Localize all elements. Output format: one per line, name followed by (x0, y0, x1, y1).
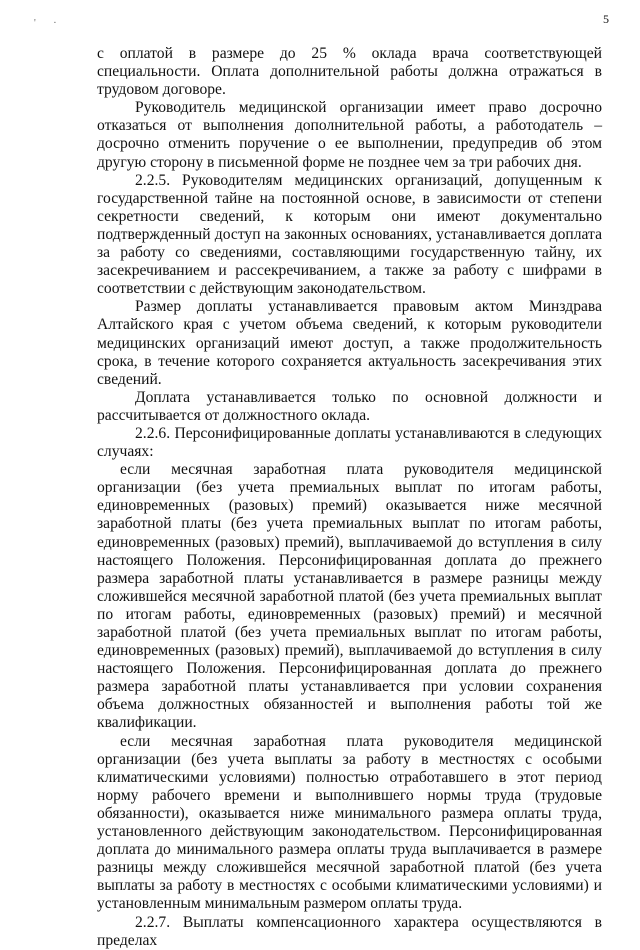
page-number: 5 (603, 12, 609, 26)
paragraph: если месячная заработная плата руководителя медицинской организации (без учета премиальных выплат по итогам работы, единовременных (разовых) премий) оказывается ниже месячной заработной платы (без учета премиальных выплат по итогам работы, единовременных (разовых) премий), выплачиваемой до вступления в силу настоящего Положения. Персонифицированная доплата до прежнего размера заработной платы устанавливается в размере разницы между сложившейся месячной заработной платой (без учета премиальных выплат по итогам работы, единовременных (разовых) премий) и месячной заработной платой (без учета премиальных выплат по итогам работы, единовременных (разовых) премий), выплачиваемой до вступления в силу настоящего Положения. Персонифицированная доплата до прежнего размера заработной платы устанавливается при условии сохранения объема должностных обязанностей и выполнения работы той же квалификации. (97, 461, 602, 732)
paragraph: если месячная заработная плата руководителя медицинской организации (без учета выплаты за работу в местностях с особыми климатическими условиями) полностью отработавшего в этот период норму рабочего времени и выполнившего нормы труда (трудовые обязанности), оказывается ниже минимального размера оплаты труда, установленного действующим законодательством. Персонифицированная доплата до минимального размера оплаты труда выплачивается в размере разницы между сложившейся месячной заработной платой (без учета выплаты за работу в местностях с особыми климатическими условиями) и установленным минимальным размером оплаты труда. (97, 732, 602, 913)
paragraph: с оплатой в размере до 25 % оклада врача соответствующей специальности. Оплата дополнительной работы должна отражаться в трудовом договоре. (97, 45, 602, 99)
paragraph: 2.2.7. Выплаты компенсационного характера осуществляются в пределах (97, 913, 602, 949)
paragraph: 2.2.6. Персонифицированные доплаты устанавливаются в следующих случаях: (97, 424, 602, 461)
paragraph: Размер доплаты устанавливается правовым актом Минздрава Алтайского края с учетом объема сведений, к которым руководители медицинских организаций имеют доступ, а также продолжительность срока, в течение которого сохраняется актуальность засекречивания этих сведений. (97, 298, 602, 388)
paragraph: Доплата устанавливается только по основной должности и рассчитывается от должностного оклада. (97, 388, 602, 424)
body-text (97, 45, 602, 950)
paragraph: Руководитель медицинской организации имеет право досрочно отказаться от выполнения дополнительной работы, а работодатель – досрочно отменить поручение о ее выполнении, предупредив об этом другую сторону в письменной форме не позднее чем за три рабочих дня. (97, 99, 602, 171)
paragraph: 2.2.5. Руководителям медицинских организаций, допущенным к государственной тайне на постоянной основе, в зависимости от степени секретности сведений, к которым они имеют документально подтвержденный доступ на законных основаниях, устанавливается доплата за работу со сведениями, составляющими государственную тайну, их засекречиванием и рассекречиванием, а также за работу с шифрами в соответствии с действующим законодательством. (97, 171, 602, 298)
scan-artifact: ' · (34, 18, 57, 29)
